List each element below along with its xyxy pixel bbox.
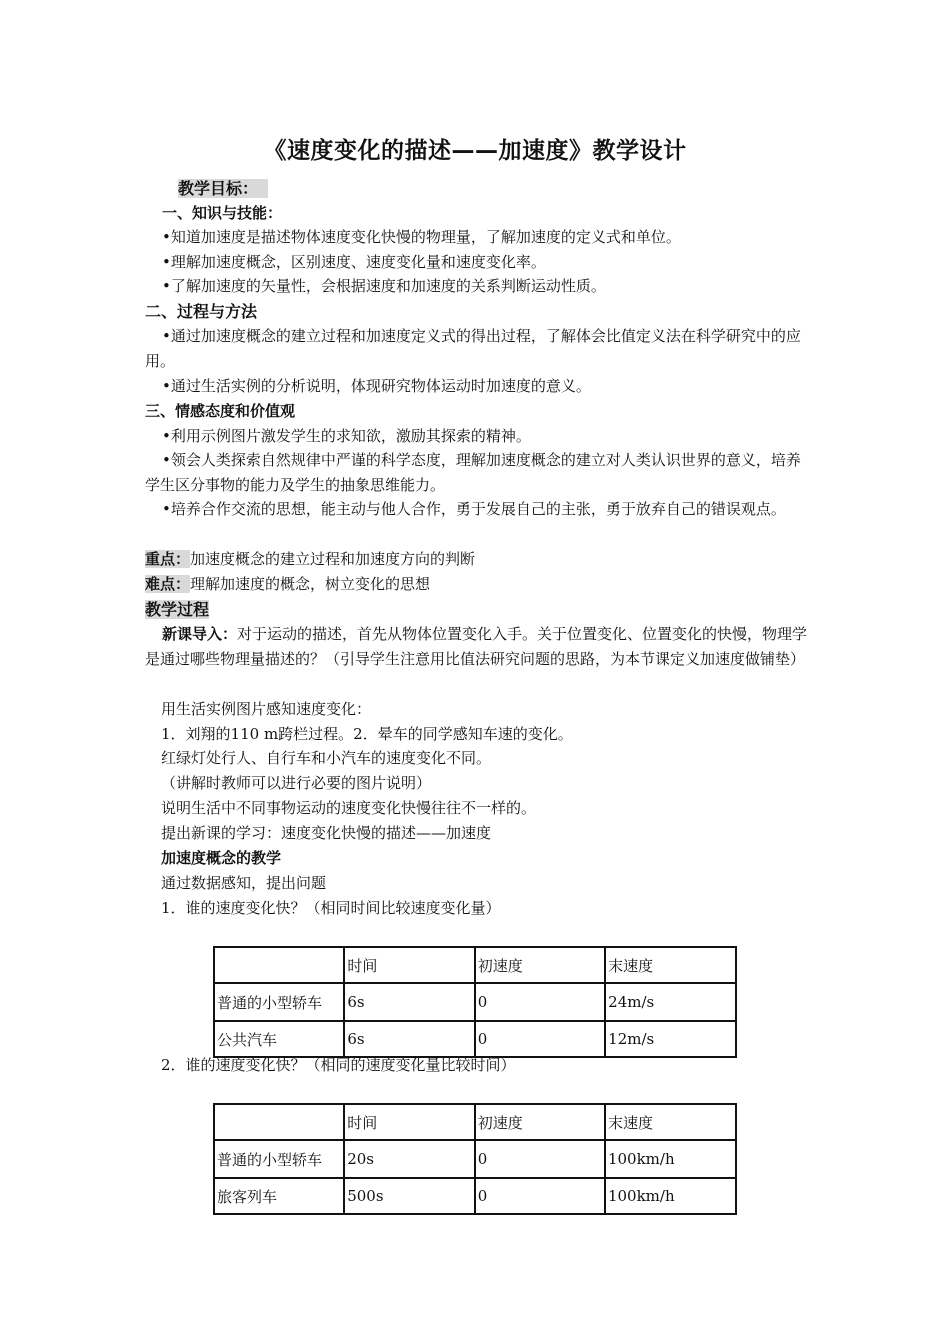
body-line: 1．刘翔的110 m跨栏过程。2．晕车的同学感知车速的变化。 <box>161 725 573 743</box>
section2-item: •通过生活实例的分析说明，体现研究物体运动时加速度的意义。 <box>162 377 591 395</box>
section3-heading: 三、情感态度和价值观 <box>145 402 296 420</box>
section1-item: •知道加速度是描述物体速度变化快慢的物理量，了解加速度的定义式和单位。 <box>162 228 681 246</box>
process-heading <box>145 597 810 623</box>
body-line: 红绿灯处行人、自行车和小汽车的速度变化不同。 <box>161 749 492 767</box>
key-point <box>145 547 810 572</box>
table-row <box>214 1021 736 1057</box>
table-header-cell <box>214 947 344 983</box>
table-cell: 旅客列车 <box>214 1178 344 1214</box>
intro-paragraph <box>145 622 810 672</box>
body-line: （讲解时教师可以进行必要的图片说明） <box>161 774 432 792</box>
section2-heading: 二、过程与方法 <box>145 302 258 321</box>
table-cell: 0 <box>475 1021 605 1057</box>
table-header-cell: 时间 <box>344 947 474 983</box>
intro-label: 新课导入： <box>162 625 238 643</box>
table-header-cell: 时间 <box>344 1104 475 1140</box>
table-cell: 6s <box>344 983 474 1021</box>
table-cell: 500s <box>344 1178 475 1214</box>
table-cell: 100km/h <box>605 1140 736 1178</box>
section1-item: •了解加速度的矢量性，会根据速度和加速度的关系判断运动性质。 <box>162 277 606 295</box>
table-cell: 普通的小型轿车 <box>214 1140 344 1178</box>
table-cell: 20s <box>344 1140 475 1178</box>
section3-item: •领会人类探索自然规律中严谨的科学态度，理解加速度概念的建立对人类认识世界的意义，培养学生区分事物的能力及学生的抽象思维能力。 <box>145 451 801 494</box>
table-cell: 0 <box>475 1140 605 1178</box>
table-header-row <box>214 1104 736 1140</box>
table-cell: 普通的小型轿车 <box>214 983 344 1021</box>
table-header-cell: 初速度 <box>475 1104 605 1140</box>
table-row <box>214 1140 736 1178</box>
section1-item: •理解加速度概念，区别速度、速度变化量和速度变化率。 <box>162 253 546 271</box>
difficulty <box>145 572 810 597</box>
table-cell: 6s <box>344 1021 474 1057</box>
difficulty-label: 难点： <box>145 575 191 593</box>
table-cell: 100km/h <box>605 1178 736 1214</box>
section3-item: •培养合作交流的思想，能主动与他人合作，勇于发展自己的主张，勇于放弃自己的错误观点。 <box>162 500 786 518</box>
concept-line: 1．谁的速度变化快？（相同时间比较速度变化量） <box>161 899 501 917</box>
table-cell: 0 <box>475 983 605 1021</box>
goals-heading-text: 教学目标： <box>178 179 268 198</box>
table-cell: 24m/s <box>605 983 736 1021</box>
concept-heading: 加速度概念的教学 <box>161 849 282 867</box>
document-title: 《速度变化的描述——加速度》教学设计 <box>263 138 687 164</box>
goals-heading <box>178 176 843 201</box>
key-point-text: 加速度概念的建立过程和加速度方向的判断 <box>190 550 476 568</box>
intro-text: 对于运动的描述，首先从物体位置变化入手。关于位置变化、位置变化的快慢，物理学是通过哪些物理量描述的？（引导学生注意用比值法研究问题的思路，为本节课定义加速度做铺垫） <box>145 625 808 668</box>
table-header-cell <box>214 1104 344 1140</box>
data-table-2 <box>213 1103 737 1215</box>
concept-line: 通过数据感知，提出问题 <box>161 874 327 892</box>
data-table-1 <box>213 946 737 1058</box>
table-cell: 0 <box>475 1178 605 1214</box>
table-header-row <box>214 947 736 983</box>
section3-item: •利用示例图片激发学生的求知欲，激励其探索的精神。 <box>162 427 531 445</box>
table-cell: 12m/s <box>605 1021 736 1057</box>
section1-heading: 一、知识与技能： <box>162 204 283 222</box>
table-header-cell: 末速度 <box>605 1104 736 1140</box>
table-row <box>214 983 736 1021</box>
table-header-cell: 初速度 <box>475 947 605 983</box>
difficulty-text: 理解加速度的概念，树立变化的思想 <box>190 575 431 593</box>
table-cell: 公共汽车 <box>214 1021 344 1057</box>
table-header-cell: 末速度 <box>605 947 736 983</box>
body-line: 提出新课的学习：速度变化快慢的描述——加速度 <box>161 824 492 842</box>
body-line: 说明生活中不同事物运动的速度变化快慢往往不一样的。 <box>161 799 537 817</box>
body-line: 用生活实例图片感知速度变化： <box>161 700 372 718</box>
question-2: 2．谁的速度变化快？（相同的速度变化量比较时间） <box>161 1056 516 1074</box>
section2-item: •通过加速度概念的建立过程和加速度定义式的得出过程，了解体会比值定义法在科学研究中的应用。 <box>145 327 801 370</box>
key-point-label: 重点： <box>145 550 191 568</box>
process-heading-text: 教学过程 <box>145 600 210 619</box>
table-row <box>214 1178 736 1214</box>
